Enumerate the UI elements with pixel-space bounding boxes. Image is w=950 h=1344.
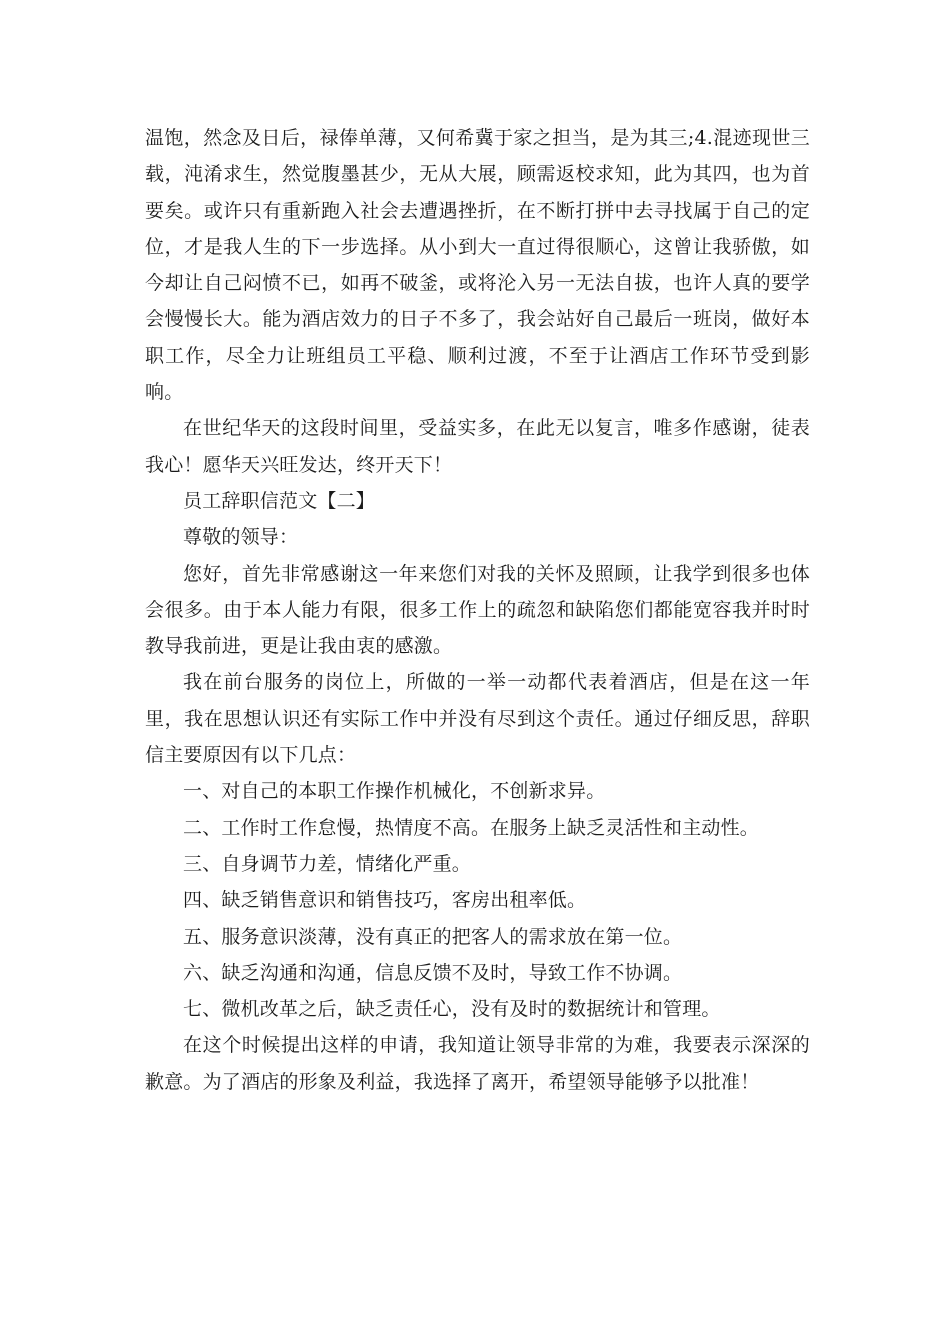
list-item: 四、缺乏销售意识和销售技巧，客房出租率低。 [183, 889, 587, 912]
list-item: 六、缺乏沟通和沟通，信息反馈不及时，导致工作不协调。 [183, 961, 683, 984]
paragraph: 在这个时候提出这样的申请，我知道让领导非常的为难，我要表示深深的歉意。为了酒店的形象及利益，我选择了离开，希望领导能够予以批准！ [145, 1034, 810, 1093]
list-item: 三、自身调节力差，情绪化严重。 [183, 852, 472, 875]
salutation: 尊敬的领导： [183, 526, 299, 549]
paragraph: 在世纪华天的这段时间里，受益实多，在此无以复言，唯多作感谢，徒表我心！愿华天兴旺发达，终开天下！ [145, 417, 810, 476]
document-body [145, 120, 810, 1100]
paragraph: 我在前台服务的岗位上，所做的一举一动都代表着酒店，但是在这一年里，我在思想认识还有实际工作中并没有尽到这个责任。通过仔细反思，辞职信主要原因有以下几点： [145, 671, 810, 767]
paragraph: 温饱，然念及日后，禄俸单薄，又何希冀于家之担当，是为其三;4.混迹现世三载，沌淆求生，然觉腹墨甚少，无从大展，顾需返校求知，此为其四，也为首要矣。或许只有重新跑入社会去遭遇挫折，在不断打拼中去寻找属于自己的定位，才是我人生的下一步选择。从小到大一直过得很顺心，这曾让我骄傲，如今却让自己闷愤不已，如再不破釜，或将沦入另一无法自拔，也许人真的要学会慢慢长大。能为酒店效力的日子不多了，我会站好自己最后一班岗，做好本职工作，尽全力让班组员工平稳、顺利过渡，不至于让酒店工作环节受到影响。 [145, 127, 810, 404]
list-item: 一、对自己的本职工作操作机械化，不创新求异。 [183, 780, 606, 803]
list-item: 五、服务意识淡薄，没有真正的把客人的需求放在第一位。 [183, 925, 683, 948]
section-heading: 员工辞职信范文【二】 [183, 489, 376, 512]
list-item: 二、工作时工作怠慢，热情度不高。在服务上缺乏灵活性和主动性。 [183, 816, 760, 839]
list-item: 七、微机改革之后，缺乏责任心，没有及时的数据统计和管理。 [183, 998, 721, 1021]
paragraph: 您好，首先非常感谢这一年来您们对我的关怀及照顾，让我学到很多也体会很多。由于本人能力有限，很多工作上的疏忽和缺陷您们都能宽容我并时时教导我前进，更是让我由衷的感激。 [145, 562, 810, 658]
